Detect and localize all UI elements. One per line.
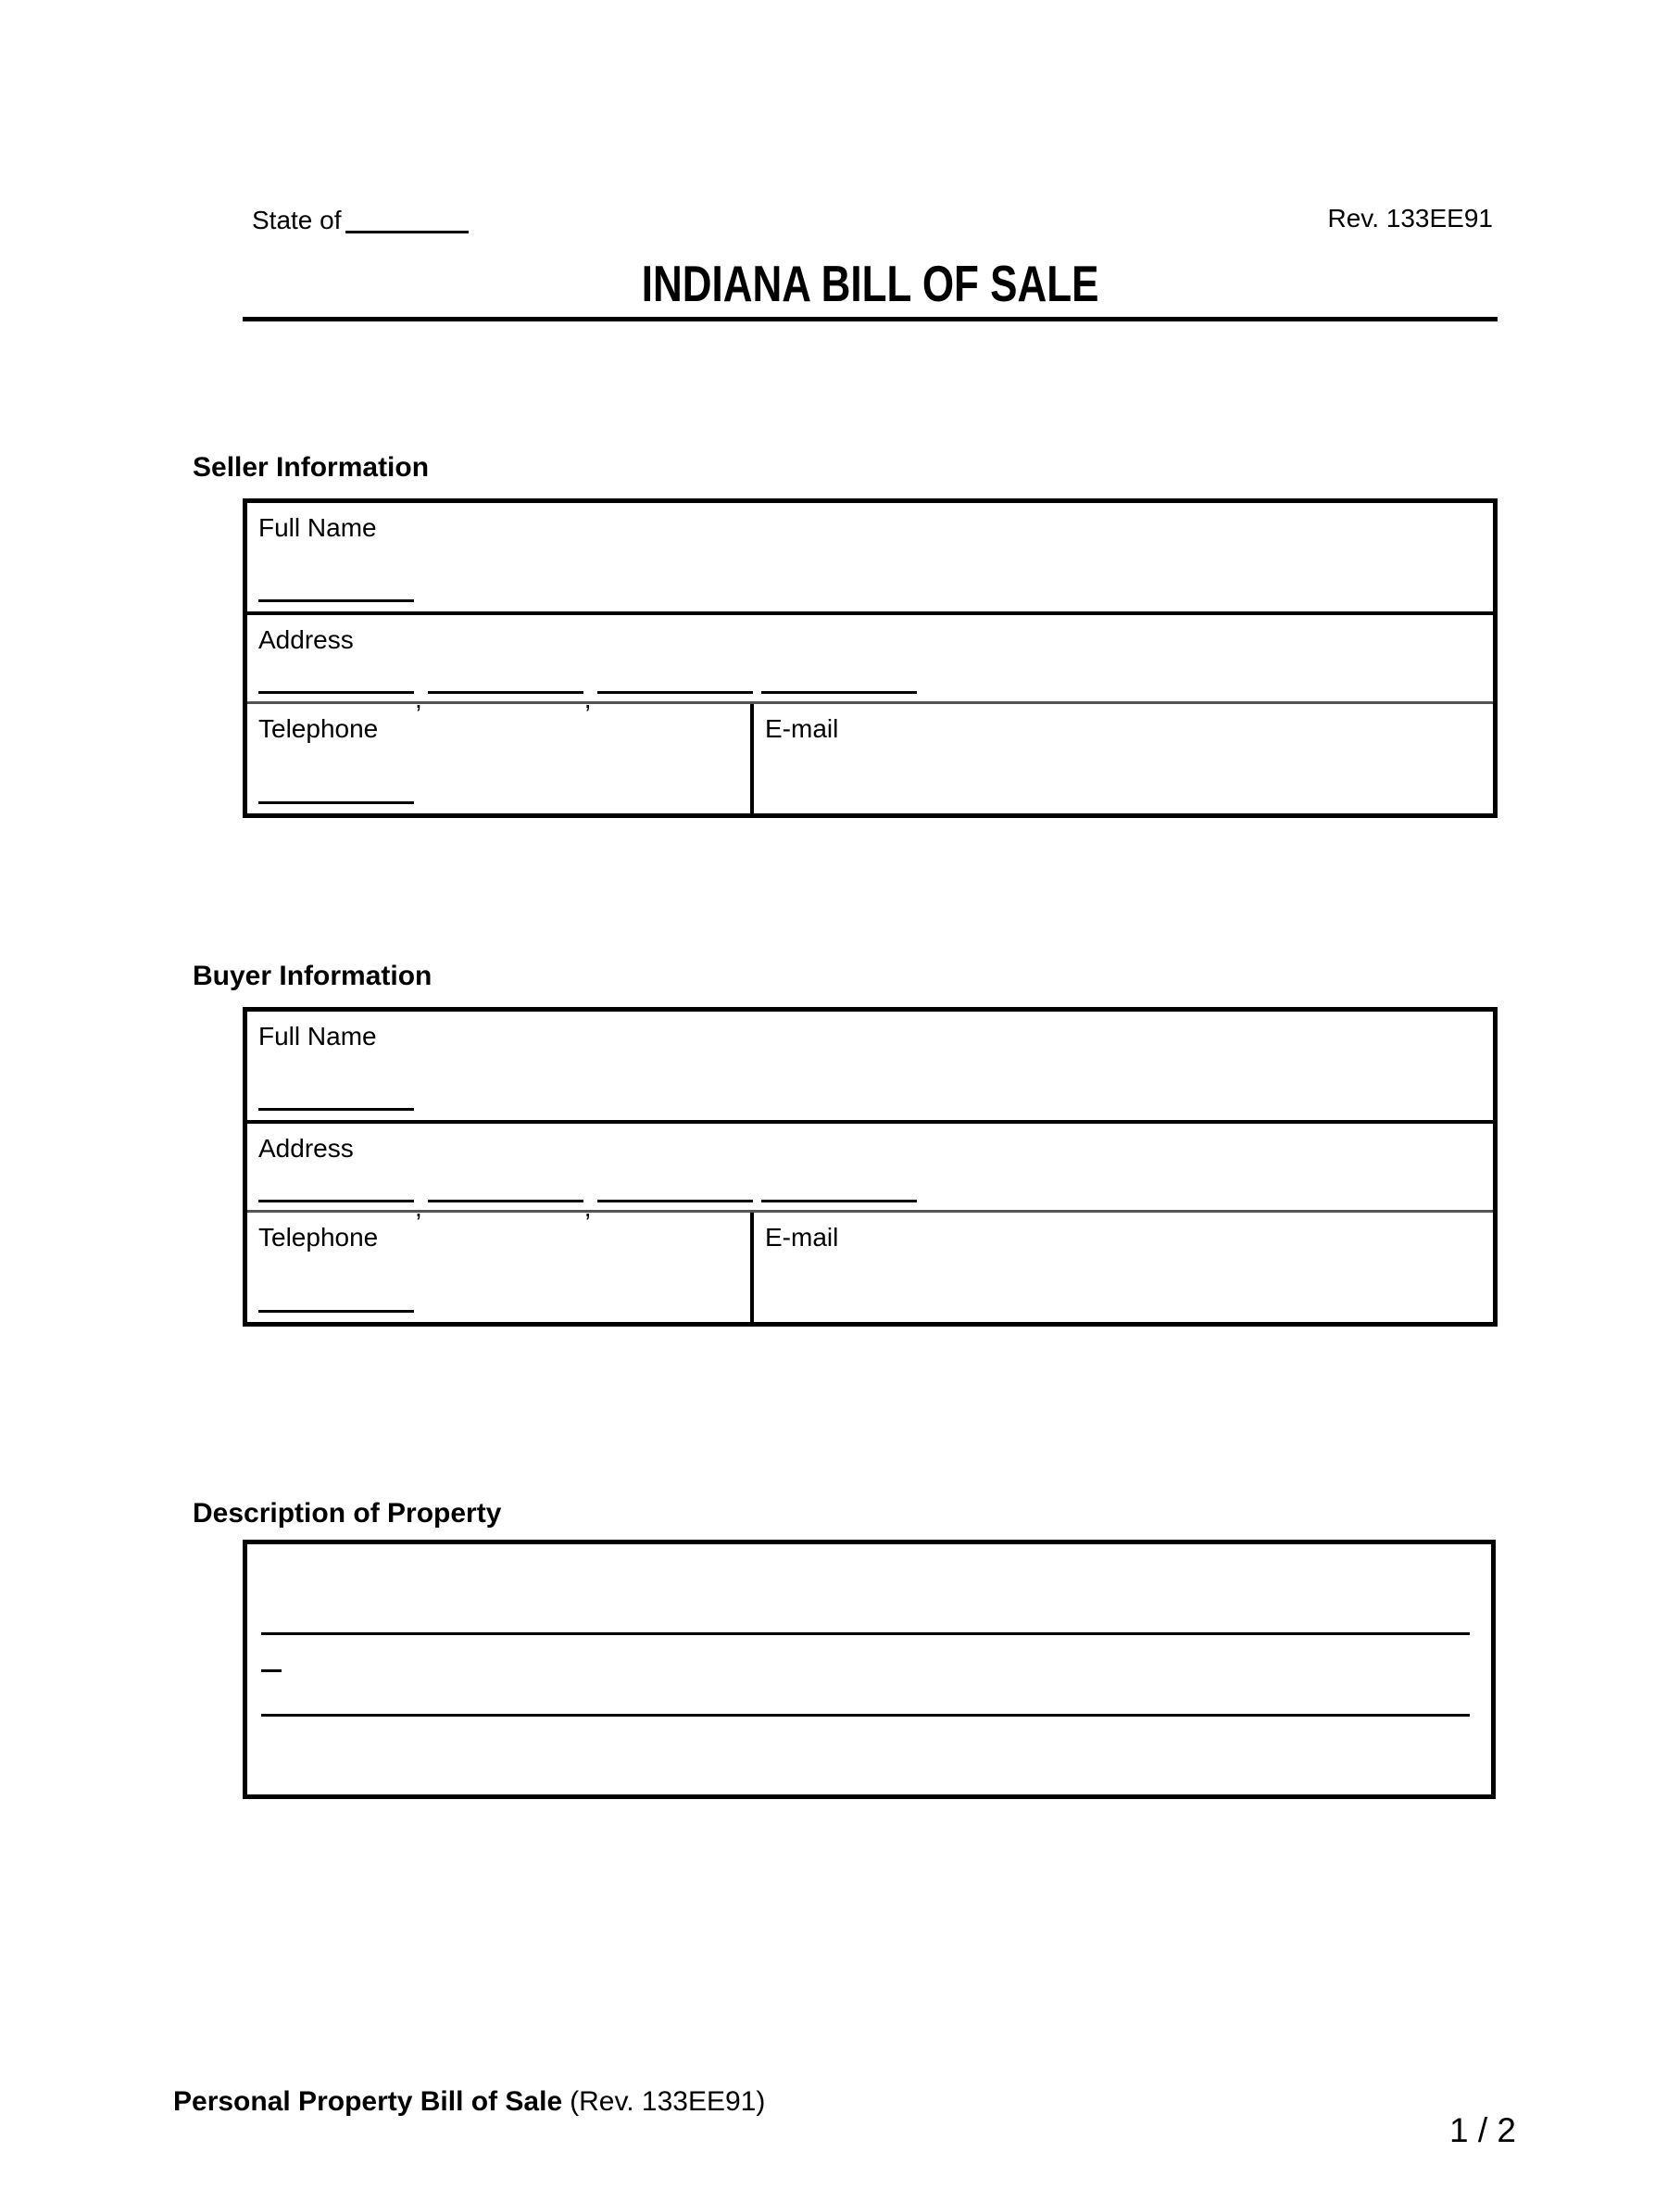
buyer-address-blank-line-4 — [761, 1200, 917, 1202]
description-blank-line-2 — [261, 1714, 1470, 1717]
footer-doc-title: Personal Property Bill of Sale — [173, 2086, 563, 2117]
seller-telephone-cell — [247, 704, 754, 813]
seller-address-blank-line-1 — [258, 691, 414, 694]
seller-telephone-blank-line — [258, 801, 414, 804]
seller-address-label: Address — [258, 625, 354, 654]
state-of-blank-line — [345, 205, 469, 233]
seller-address-blank-line-3 — [597, 691, 753, 694]
description-blank-line-1 — [261, 1632, 1470, 1635]
buyer-full-name-label: Full Name — [258, 1022, 377, 1051]
description-blank-dash — [261, 1669, 282, 1672]
document-title-text: INDIANA BILL OF SALE — [641, 255, 1099, 312]
seller-address-blanks — [258, 685, 917, 713]
buyer-address-blanks — [258, 1193, 917, 1222]
address-comma: , — [415, 1193, 422, 1222]
buyer-address-blank-line-2 — [428, 1200, 583, 1202]
buyer-full-name-row — [247, 1012, 1493, 1124]
footer-doc-line — [173, 2086, 765, 2117]
buyer-telephone-label: Telephone — [258, 1223, 379, 1252]
buyer-address-row — [247, 1124, 1493, 1222]
state-of-line — [252, 205, 469, 235]
address-comma: , — [415, 685, 422, 713]
buyer-section-heading: Buyer Information — [193, 961, 433, 991]
buyer-address-label: Address — [258, 1134, 354, 1163]
seller-telephone-label: Telephone — [258, 714, 379, 743]
footer-doc-revision: (Rev. 133EE91) — [570, 2086, 766, 2117]
seller-address-blank-line-2 — [428, 691, 583, 694]
buyer-email-label: E-mail — [765, 1223, 839, 1252]
buyer-telephone-blank-line — [258, 1310, 414, 1313]
seller-contact-row — [247, 704, 1493, 813]
address-comma: , — [583, 1193, 592, 1222]
seller-email-label: E-mail — [765, 714, 839, 743]
buyer-address-blank-line-3 — [597, 1200, 753, 1202]
revision-label: Rev. 133EE91 — [1327, 204, 1493, 233]
description-section-heading: Description of Property — [193, 1498, 502, 1529]
seller-section-heading: Seller Information — [193, 452, 430, 483]
buyer-email-cell — [754, 1213, 1493, 1322]
buyer-full-name-blank-line — [258, 1108, 414, 1111]
seller-address-blank-line-4 — [761, 691, 917, 694]
seller-full-name-label: Full Name — [258, 513, 377, 542]
document-title — [243, 256, 1498, 312]
seller-full-name-blank-line — [258, 599, 414, 602]
seller-address-row — [247, 615, 1493, 713]
address-comma: , — [583, 685, 592, 713]
buyer-telephone-cell — [247, 1213, 754, 1322]
seller-email-cell — [754, 704, 1493, 813]
description-box — [243, 1540, 1496, 1799]
buyer-contact-row — [247, 1213, 1493, 1322]
state-of-label: State of — [252, 206, 342, 234]
seller-full-name-row — [247, 503, 1493, 615]
buyer-address-blank-line-1 — [258, 1200, 414, 1202]
buyer-info-table — [243, 1007, 1498, 1327]
seller-info-table — [243, 498, 1498, 818]
title-divider-rule — [243, 317, 1498, 321]
page-number: 1 / 2 — [1449, 2111, 1516, 2149]
